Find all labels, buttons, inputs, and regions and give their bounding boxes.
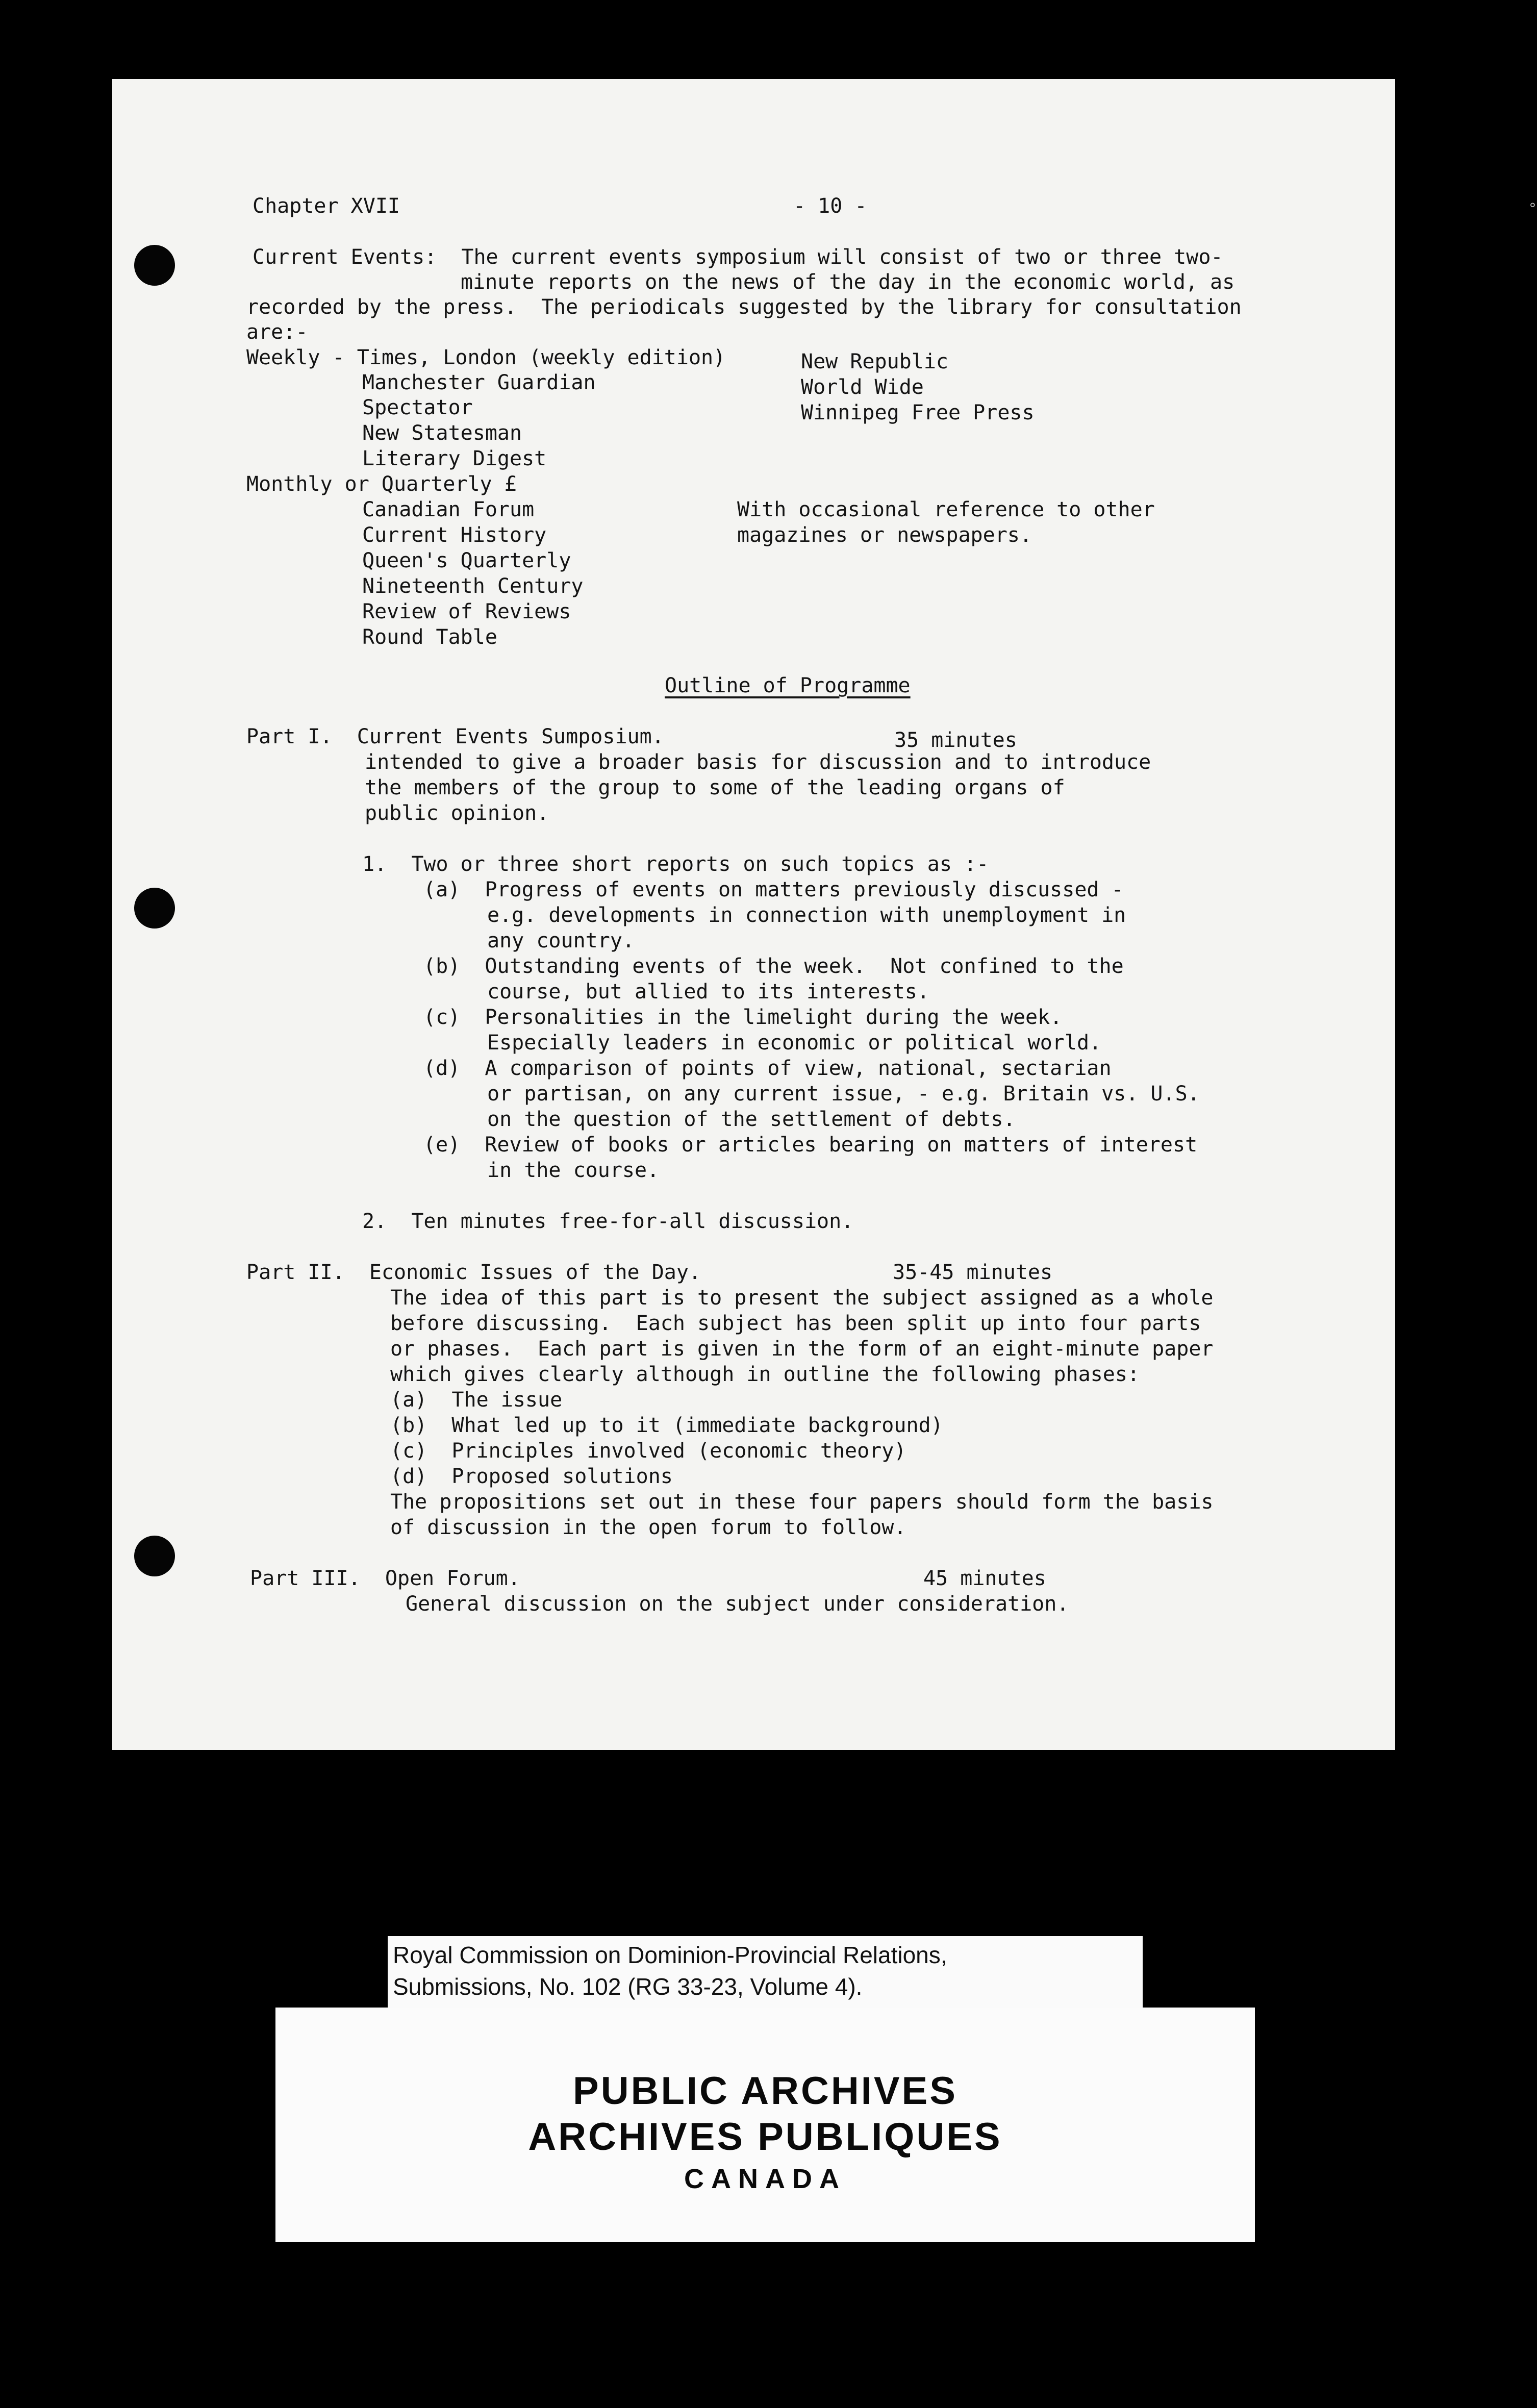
punch-hole (134, 245, 175, 286)
part-heading: Part I. Current Events Sumposium. (246, 725, 664, 748)
text-line: before discussing. Each subject has been split up into four parts (390, 1312, 1201, 1335)
periodical-line: Canadian Forum (362, 498, 535, 521)
periodical-line: Review of Reviews (362, 600, 571, 623)
text-line: (b) What led up to it (immediate background) (390, 1414, 943, 1437)
periodical-line: Round Table (362, 625, 497, 649)
stamp-line: ARCHIVES PUBLIQUES (528, 2115, 1002, 2159)
text-line: The idea of this part is to present the subject assigned as a whole (390, 1286, 1214, 1310)
text-line: (d) Proposed solutions (390, 1465, 673, 1488)
text-line: (b) Outstanding events of the week. Not confined to the (423, 955, 1124, 978)
text-line: which gives clearly although in outline the following phases: (390, 1363, 1140, 1386)
text-line: Especially leaders in economic or political world. (487, 1031, 1102, 1055)
periodical-line: New Republic (801, 350, 948, 373)
text-line: on the question of the settlement of debts. (487, 1108, 1016, 1131)
text-line: General discussion on the subject under consideration. (406, 1592, 1069, 1616)
text-line: in the course. (487, 1159, 660, 1182)
text-line: the members of the group to some of the leading organs of (365, 776, 1065, 799)
document-page (112, 79, 1395, 1750)
page-number: - 10 - (793, 194, 867, 218)
duration: 45 minutes (923, 1567, 1046, 1590)
text-line: (a) The issue (390, 1388, 563, 1412)
text-line: or partisan, on any current issue, - e.g. Britain vs. U.S. (487, 1082, 1200, 1106)
periodical-line: World Wide (801, 375, 924, 399)
section-heading: Outline of Programme (665, 674, 911, 697)
text-line: course, but allied to its interests. (487, 980, 929, 1004)
text-line: e.g. developments in connection with unemployment in (487, 904, 1126, 927)
text-line: (c) Principles involved (economic theory) (390, 1439, 906, 1463)
part-heading: Part II. Economic Issues of the Day. (246, 1261, 701, 1284)
periodical-line: Nineteenth Century (362, 574, 584, 598)
text-line: Current Events: The current events symposium will consist of two or three two- (253, 245, 1223, 269)
duration: 35-45 minutes (893, 1261, 1053, 1284)
archives-stamp (275, 2008, 1255, 2242)
punch-hole (134, 1536, 175, 1576)
text-line: (e) Review of books or articles bearing on matters of interest (423, 1133, 1198, 1157)
text-line: intended to give a broader basis for discussion and to introduce (365, 750, 1151, 774)
periodical-line: Queen's Quarterly (362, 549, 571, 572)
stamp-line: PUBLIC ARCHIVES (573, 2069, 958, 2113)
punch-hole (134, 888, 175, 929)
reference-line: Royal Commission on Dominion-Provincial Relations, (393, 1942, 947, 1968)
stamp-line: CANADA (684, 2164, 846, 2194)
part-heading: Part III. Open Forum. (250, 1567, 520, 1590)
periodical-line: Winnipeg Free Press (801, 401, 1035, 424)
text-line: minute reports on the news of the day in the economic world, as (461, 270, 1235, 294)
text-line: or phases. Each part is given in the form of an eight-minute paper (390, 1337, 1214, 1361)
text-line: The propositions set out in these four papers should form the basis (390, 1490, 1214, 1514)
text-line: are:- (246, 320, 308, 344)
text-line: any country. (487, 929, 635, 952)
text-line: (d) A comparison of points of view, national, sectarian (423, 1057, 1112, 1080)
chapter-heading: Chapter XVII (253, 194, 400, 218)
text-line: recorded by the press. The periodicals suggested by the library for consultation (246, 295, 1242, 319)
text-line: 2. Ten minutes free-for-all discussion. (362, 1210, 854, 1233)
text-line: With occasional reference to other (737, 498, 1155, 521)
text-line: (a) Progress of events on matters previously discussed - (423, 878, 1124, 901)
duration: 35 minutes (894, 729, 1017, 752)
periodical-line: Literary Digest (362, 447, 547, 470)
periodical-line: Spectator (362, 396, 473, 419)
margin-mark: ° (1528, 200, 1537, 217)
text-line: public opinion. (365, 801, 549, 825)
periodical-line: Manchester Guardian (362, 371, 596, 394)
text-line: of discussion in the open forum to follow. (390, 1516, 906, 1539)
periodical-line: Monthly or Quarterly £ (246, 472, 517, 496)
text-line: 1. Two or three short reports on such topics as :- (362, 852, 989, 876)
periodical-line: Weekly - Times, London (weekly edition) (246, 346, 726, 369)
text-line: magazines or newspapers. (737, 523, 1032, 547)
reference-line: Submissions, No. 102 (RG 33-23, Volume 4). (393, 1973, 863, 2000)
text-line: (c) Personalities in the limelight during the week. (423, 1006, 1063, 1029)
archive-reference-label (388, 1936, 1143, 2008)
periodical-line: New Statesman (362, 421, 522, 445)
periodical-line: Current History (362, 523, 547, 547)
